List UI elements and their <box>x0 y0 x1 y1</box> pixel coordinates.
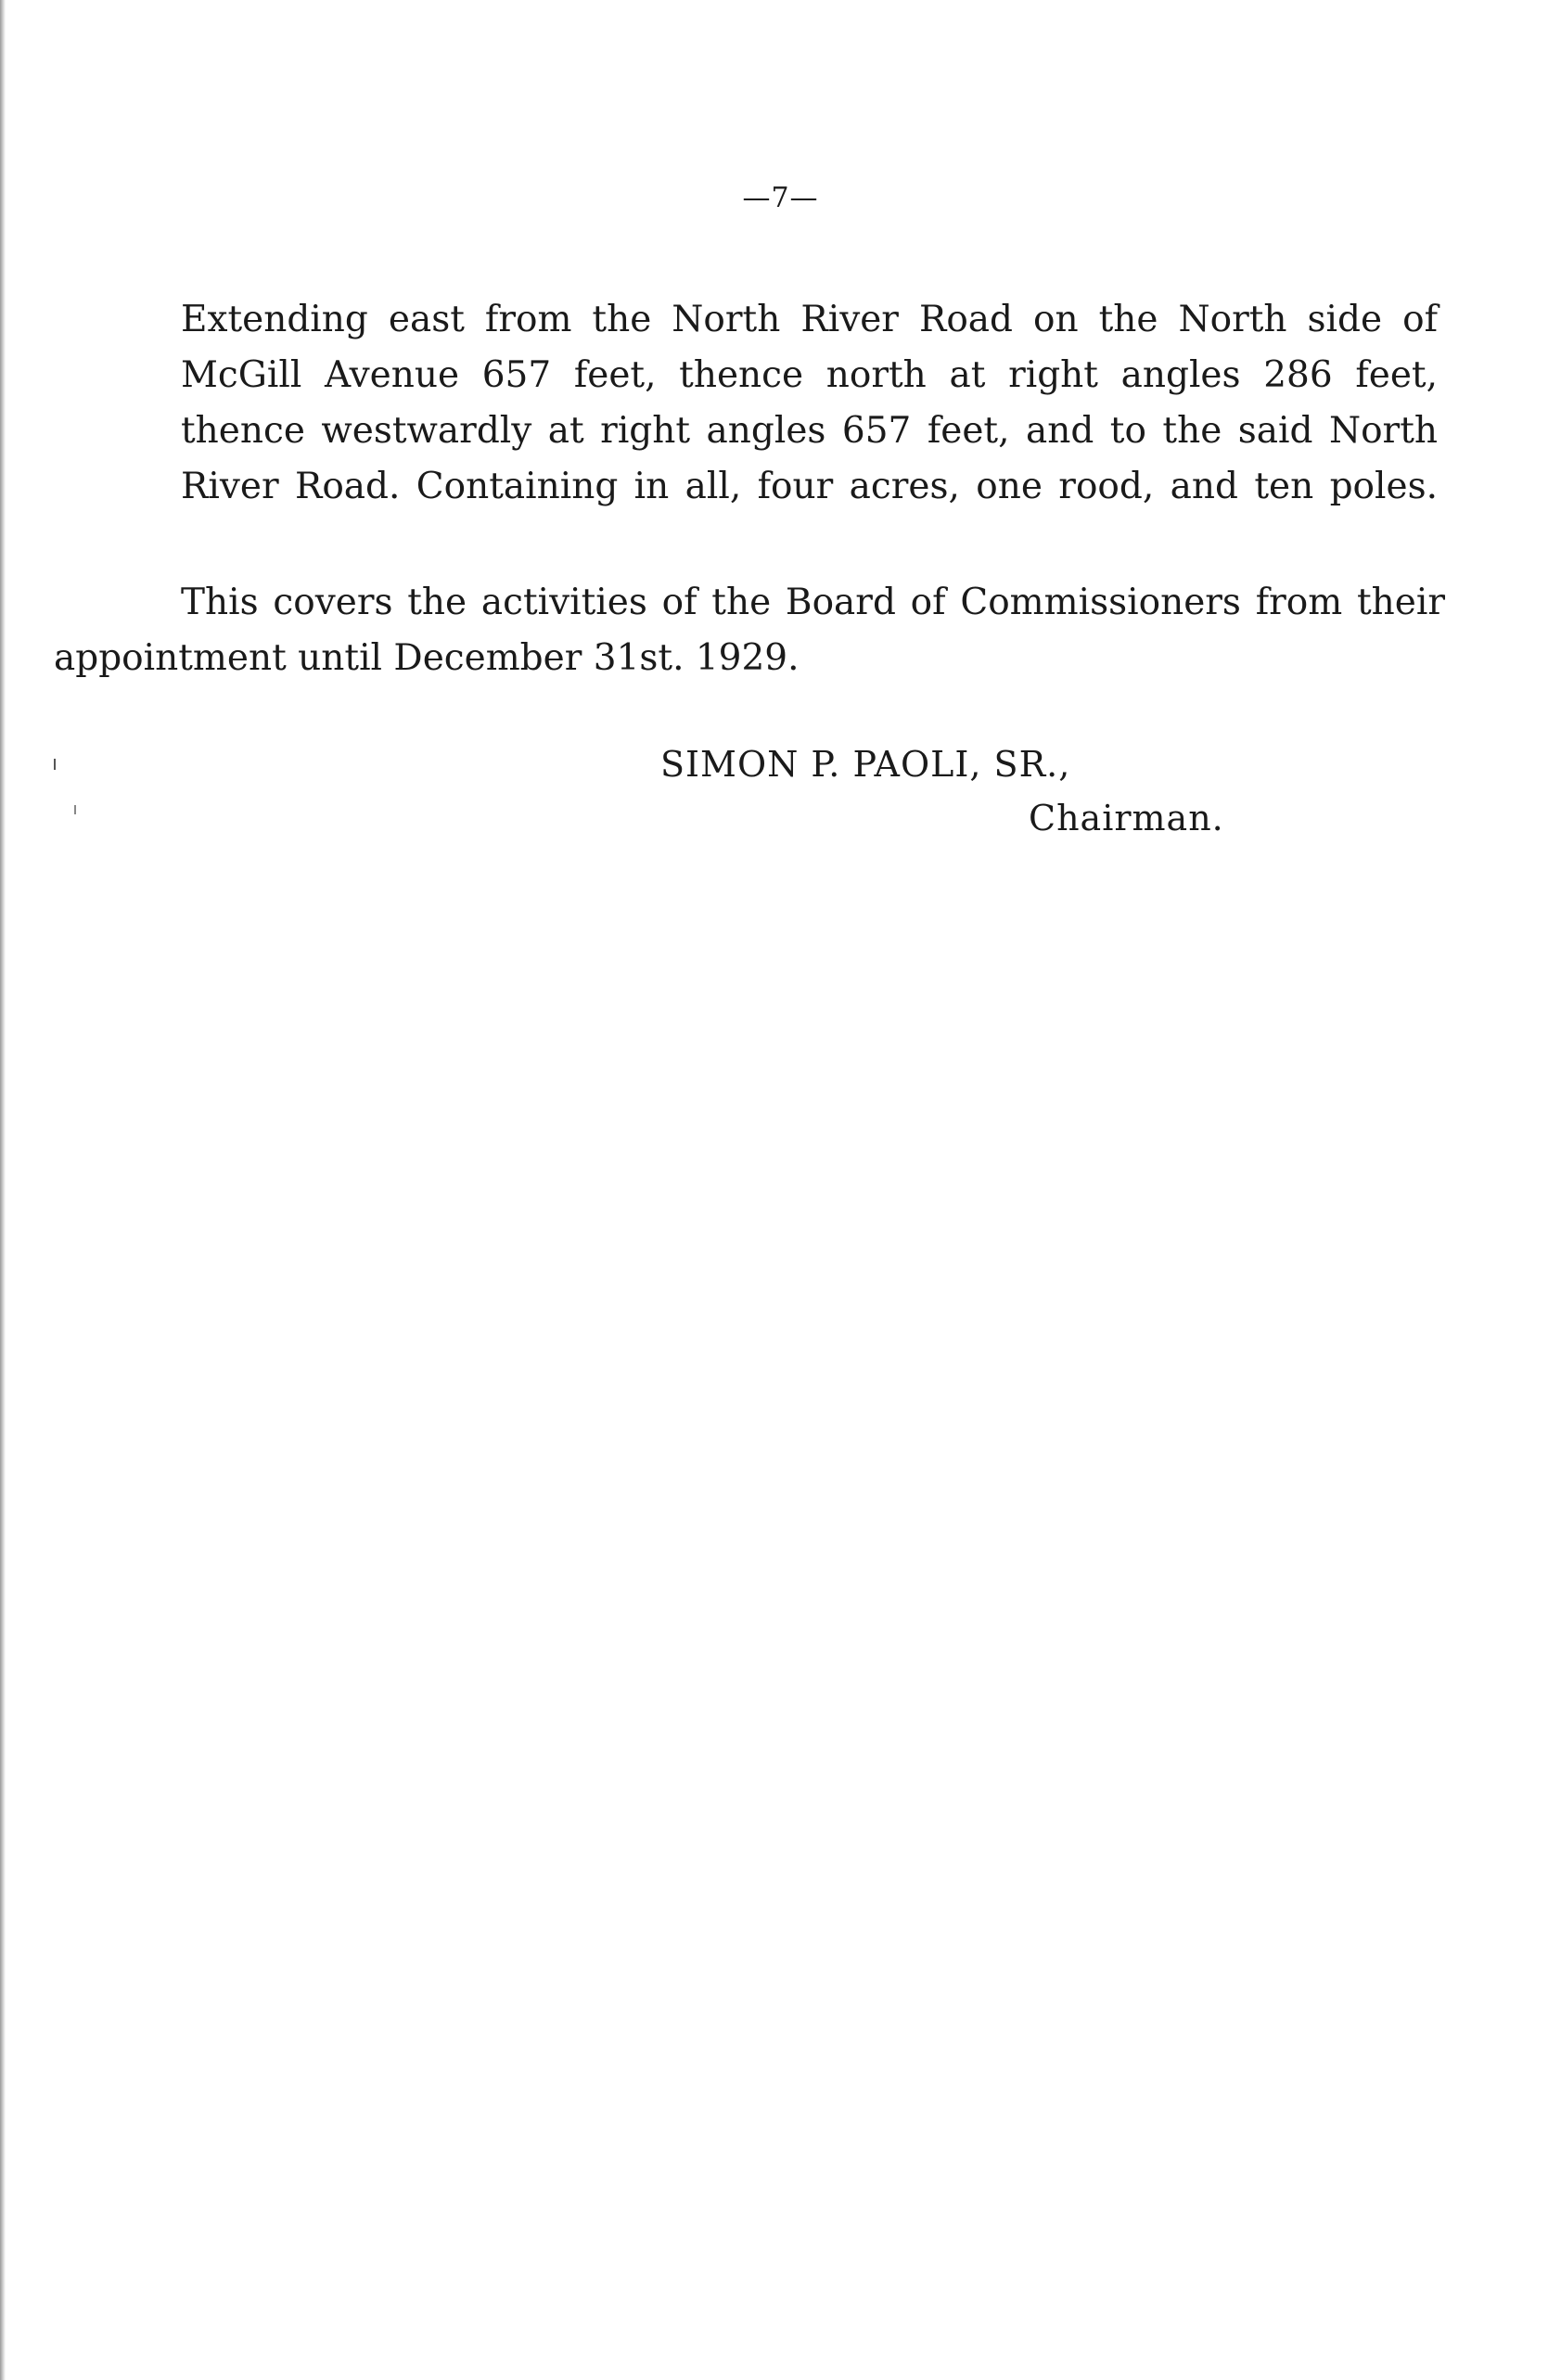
paragraph-line: appointment until December 31st. 1929. <box>54 637 800 679</box>
signature-block <box>660 737 1224 845</box>
paragraph-line: thence westwardly at right angles 657 feet, and to the said North <box>181 410 1438 452</box>
page-number: —7— <box>742 182 819 214</box>
paragraph-property-description <box>181 292 1438 515</box>
signatory-title: Chairman. <box>1029 798 1224 838</box>
scan-edge <box>0 0 6 2380</box>
scan-speck <box>54 759 56 770</box>
paragraph-line: Extending east from the North River Road on the North side of <box>181 299 1438 340</box>
paragraph-line: This covers the activities of the Board of Commissioners from their <box>181 582 1445 623</box>
paragraph-line: McGill Avenue 657 feet, thence north at right angles 286 feet, <box>181 354 1438 396</box>
paragraph-closing-statement <box>54 575 1445 686</box>
scan-speck <box>74 805 76 814</box>
paragraph-line: River Road. Containing in all, four acres, one rood, and ten poles. <box>181 466 1438 507</box>
signatory-name: SIMON P. PAOLI, SR., <box>660 744 1071 785</box>
